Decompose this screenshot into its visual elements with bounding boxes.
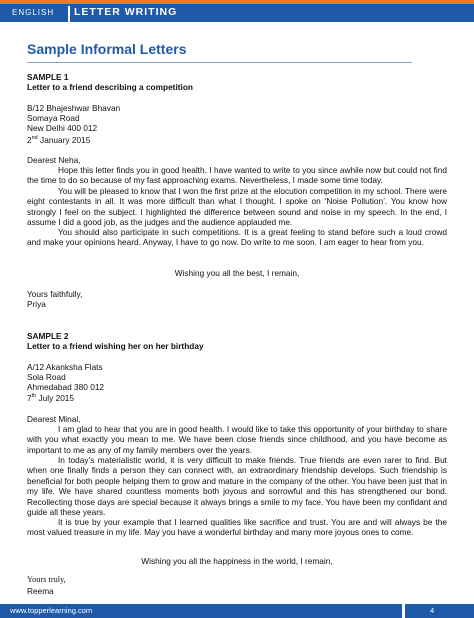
sample1-salutation: Dearest Neha,: [27, 155, 81, 165]
sample2-wish: Wishing you all the happiness in the world, I remain,: [141, 556, 333, 566]
sample1-paragraph-3: You should also participate in such competitions. It is a great feeling to stand before such a loud crowd and make your opinions heard. Anyway, I have to go now. Do write to me soon. I am eager to hear from you.: [27, 227, 447, 248]
sample2-address-line1: A/12 Akanksha Flats: [27, 362, 103, 372]
sample2-date: 7th July 2015: [27, 393, 75, 403]
sample2-salutation: Dearest Minal,: [27, 414, 81, 424]
sample1-address-line1: B/12 Bhajeshwar Bhavan: [27, 103, 121, 113]
sample1-paragraph-1: Hope this letter finds you in good health. I have wanted to write to you since awhile now but could not find the time to do so because of my fast approaching exams. Nevertheless, I made some time today.: [27, 165, 447, 186]
sample1-wish: Wishing you all the best, I remain,: [174, 268, 300, 278]
sample1-date: 2nd January 2015: [27, 135, 91, 145]
title-rule: [27, 62, 412, 63]
sample1-address-line2: Somaya Road: [27, 113, 80, 123]
sample1-subject: Letter to a friend describing a competition: [27, 82, 193, 92]
sample2-paragraph-2: In today’s materialistic world, it is very difficult to make friends. True friends are even rarer to find. But when one finally finds a person they can connect with, an extraordinary friendship develops. Such friendship is beneficial for both people helping them to grow and mature in the company of the other. You have been just that in my life. We have shared countless moments both joyous and sorrowful and this has strengthened our bond. Recollecting those days are special because it always brings a smile to my face. You have been my confidant and guide all these years.: [27, 455, 447, 518]
sample1-closing: Yours faithfully,: [27, 289, 83, 299]
sample1-heading: SAMPLE 1: [27, 72, 69, 82]
header-bar: [0, 4, 474, 22]
sample2-address-line2: Sola Road: [27, 372, 66, 382]
sample2-closing: Yours truly,: [27, 575, 66, 584]
header-brand: ENGLISH: [12, 8, 55, 17]
sample2-signature: Reema: [27, 586, 54, 596]
header-divider: [68, 6, 70, 30]
sample2-address-line3: Ahmedabad 380 012: [27, 382, 105, 392]
sample1-signature: Priya: [27, 299, 46, 309]
page-number: 4: [430, 606, 435, 615]
sample2-subject: Letter to a friend wishing her on her birthday: [27, 341, 204, 351]
sample2-paragraph-3: It is true by your example that I learned qualities like sacrifice and trust. You are and will always be the most valued treasure in my life. May you have a wonderful birthday and many more joyous ones to come.: [27, 517, 447, 538]
footer-divider: [402, 598, 405, 618]
page-title: Sample Informal Letters: [27, 41, 187, 57]
sample2-paragraph-1: I am glad to hear that you are in good health. I would like to take this opportunity of your birthday to share with you what exactly you mean to me. We have been close friends since childhood, and you have become as important to me as any of my family members over the years.: [27, 424, 447, 455]
sample1-paragraph-2: You will be pleased to know that I won the first prize at the elocution competition in my school. There were eight contestants in all. It was more difficult than what I thought. I spoke on ‘Noise Pollution’. You know how strongly I feel on the subject. I highlighted the difference between sound and noise in my speech. In the end, I assume I did a good job, as the judges and the audience applauded me.: [27, 186, 447, 228]
header-section-title: LETTER WRITING: [74, 6, 178, 18]
sample1-address-line3: New Delhi 400 012: [27, 123, 98, 133]
footer-website-link[interactable]: www.topperlearning.com: [10, 606, 93, 615]
sample2-heading: SAMPLE 2: [27, 331, 69, 341]
